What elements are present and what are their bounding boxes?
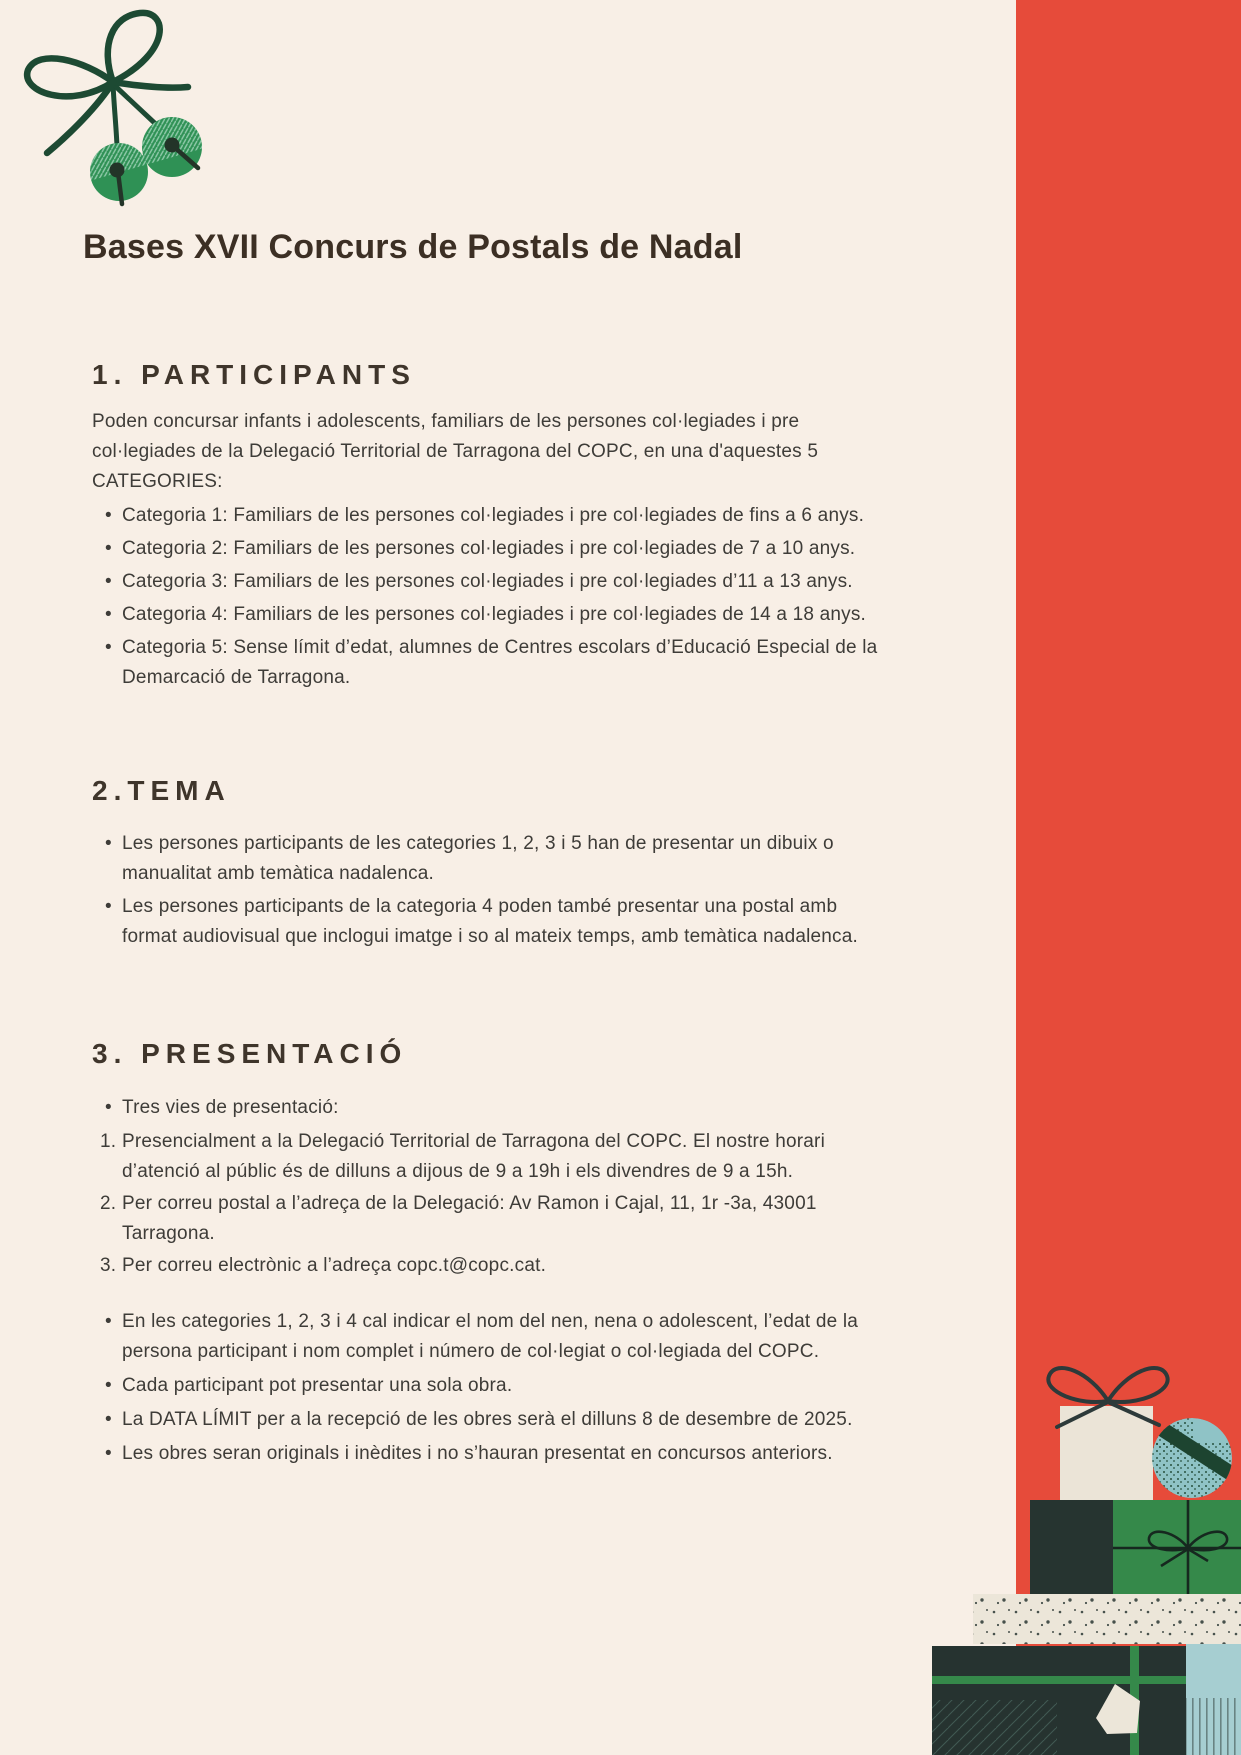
ornament-ball-icon	[1148, 1414, 1238, 1500]
participants-intro: Poden concursar infants i adolescents, familiars de les persones col·legiades i pre col·legiades de la Delegació Territorial de Tarragona del COPC, en una d'aquestes 5 CATEGORIES:	[92, 410, 819, 492]
dark-gift-icon	[1030, 1500, 1113, 1594]
list-item: • Les persones participants de les categories 1, 2, 3 i 5 han de presentar un dibuix o manualitat amb temàtica nadalenca.	[122, 829, 892, 889]
list-item: • En les categories 1, 2, 3 i 4 cal indicar el nom del nen, nena o adolescent, l’edat de la persona participant i nom complet i número de col·legiat o col·legiada del COPC.	[122, 1307, 892, 1367]
list-item: Presencialment a la Delegació Territorial de Tarragona del COPC. El nostre horari d’atenció al públic és de dilluns a dijous de 9 a 19h i els divendres de 9 a 15h.	[122, 1130, 826, 1182]
list-item: • Categoria 1: Familiars de les persones col·legiades i pre col·legiades de fins a 6 anys.	[122, 501, 892, 531]
section-participants	[92, 357, 892, 693]
presentacio-lead-list	[92, 1093, 892, 1123]
presentation-rules-list	[92, 1307, 892, 1469]
list-item: • La DATA LÍMIT per a la recepció de les obres serà el dilluns 8 de desembre de 2025.	[122, 1405, 892, 1435]
green-gift-icon	[1113, 1500, 1241, 1594]
section-tema	[92, 773, 892, 952]
presentation-ways-list	[92, 1127, 892, 1281]
gift-stack-icon	[900, 1355, 1241, 1755]
document-content	[83, 0, 892, 1473]
list-item: • Tres vies de presentació:	[122, 1093, 892, 1123]
section-participants-heading: 1. PARTICIPANTS	[92, 358, 416, 390]
categories-list	[92, 501, 892, 693]
list-item: • Categoria 4: Familiars de les persones col·legiades i pre col·legiades de 14 a 18 anys.	[122, 600, 892, 630]
list-item: • Categoria 2: Familiars de les persones col·legiades i pre col·legiades de 7 a 10 anys.	[122, 534, 892, 564]
list-item: Per correu postal a l’adreça de la Delegació: Av Ramon i Cajal, 11, 1r -3a, 43001 Tarragona.	[122, 1192, 817, 1244]
speckled-gift-icon	[973, 1594, 1241, 1644]
tema-list	[92, 829, 892, 952]
blue-gift-icon	[1186, 1644, 1241, 1755]
list-item: • Categoria 3: Familiars de les persones col·legiades i pre col·legiades d’11 a 13 anys.	[122, 567, 892, 597]
list-item: • Les obres seran originals i inèdites i no s’hauran presentat en concursos anteriors.	[122, 1439, 892, 1469]
page-title: Bases XVII Concurs de Postals de Nadal	[83, 228, 743, 266]
section-presentacio-heading: 3. PRESENTACIÓ	[92, 1038, 408, 1070]
list-item: • Les persones participants de la categoria 4 poden també presentar una postal amb format audiovisual que inclogui imatge i so al mateix temps, amb temàtica nadalenca.	[122, 892, 892, 952]
white-gift-icon	[1048, 1368, 1167, 1501]
list-item: • Categoria 5: Sense límit d’edat, alumnes de Centres escolars d’Educació Especial de la Demarcació de Tarragona.	[122, 633, 892, 693]
list-item: • Cada participant pot presentar una sola obra.	[122, 1371, 892, 1401]
list-item: Per correu electrònic a l’adreça copc.t@copc.cat.	[122, 1254, 547, 1276]
section-presentacio	[92, 1036, 892, 1468]
bottom-gift-icon	[932, 1646, 1186, 1755]
section-tema-heading: 2.TEMA	[92, 774, 231, 806]
